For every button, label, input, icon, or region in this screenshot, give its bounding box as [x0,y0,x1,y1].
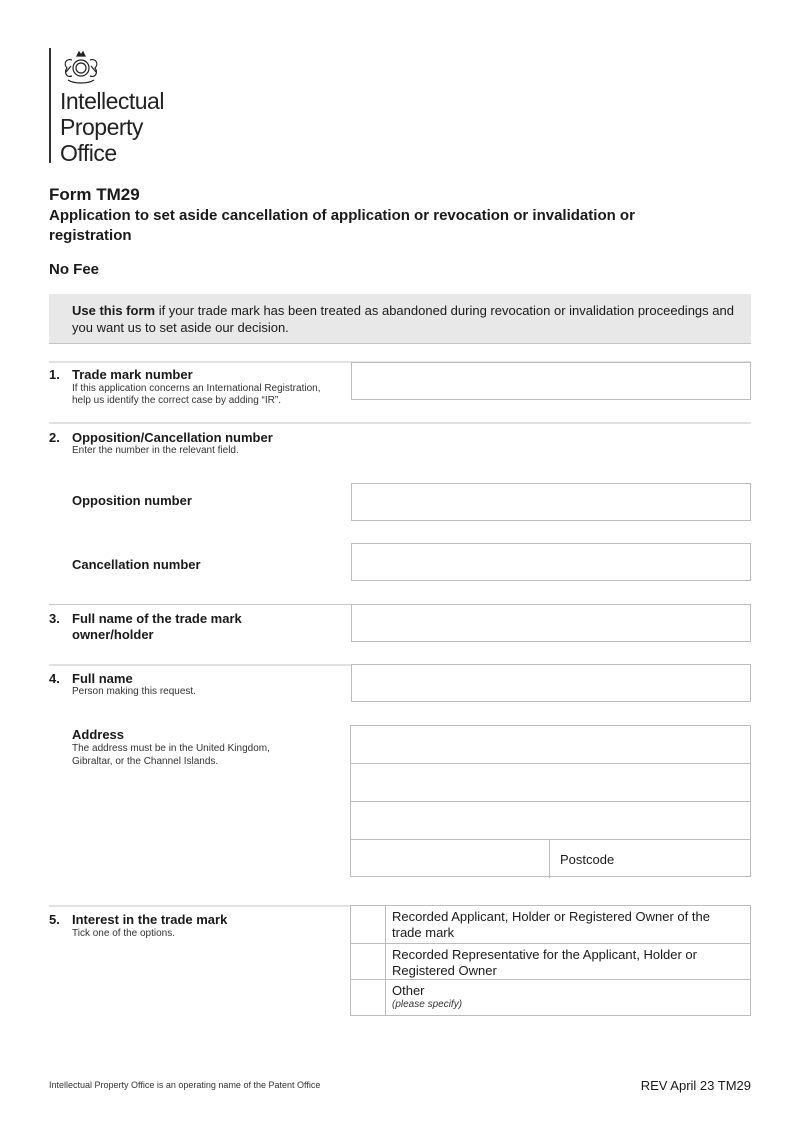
full-name-input[interactable] [351,664,751,702]
opposition-cancellation-label: Opposition/Cancellation number [72,430,273,445]
section-number: 4. [49,671,60,686]
info-box [49,294,751,344]
address-line-4-row [351,840,750,878]
opposition-cancellation-hint: Enter the number in the relevant field. [72,445,239,456]
cancellation-number-input[interactable] [351,543,751,581]
interest-option-checkbox[interactable] [351,906,386,943]
owner-name-label-2: owner/holder [72,627,154,642]
interest-option-checkbox[interactable] [351,944,386,979]
section-number: 3. [49,611,60,626]
interest-option-label: Recorded Representative for the Applicant, Holder or Registered Owner [392,947,697,978]
section-divider [49,905,351,907]
interest-option-label [392,983,742,1011]
form-subtitle: Application to set aside cancellation of application or revocation or invalidation or registration [49,207,635,244]
form-title: Form TM29 [49,185,140,204]
logo-line-1: Intellectual [60,88,164,114]
address-fields [350,725,751,877]
opposition-number-input[interactable] [351,483,751,521]
trade-mark-number-hint: If this application concerns an International Registration, [72,383,321,394]
address-line-2-input[interactable] [351,764,750,802]
interest-options [350,905,751,1016]
fee-label: No Fee [49,261,100,278]
opposition-number-label: Opposition number [72,493,192,508]
logo-line-2: Property [60,114,143,140]
cancellation-number-label: Cancellation number [72,557,201,572]
address-line-4-input[interactable] [351,840,549,878]
address-hint-2: Gibraltar, or the Channel Islands. [72,756,219,767]
section-number: 5. [49,912,60,927]
info-bold: Use this form [72,303,156,318]
logo-line-3: Office [60,140,117,166]
info-text [72,302,747,336]
section-number: 1. [49,367,60,382]
interest-option-label: Recorded Applicant, Holder or Registered Owner of the trade mark [392,909,710,940]
trade-mark-number-input[interactable] [351,362,751,400]
section-number: 2. [49,430,60,445]
interest-option-other-hint: (please specify) [392,999,463,1010]
section-divider [49,604,351,605]
trade-mark-number-label: Trade mark number [72,367,193,382]
info-rest: if your trade mark has been treated as abandoned during revocation or invalidation proceedings and you want us to set aside our decision. [72,303,734,335]
owner-name-input[interactable] [351,604,751,642]
interest-option [351,944,750,980]
owner-name-label: Full name of the trade mark [72,611,242,626]
trade-mark-number-hint-2: help us identify the correct case by adding “IR”. [72,395,281,406]
section-divider [49,422,751,424]
ipo-logo-text [60,88,164,166]
royal-coat-of-arms-icon [58,48,104,86]
interest-option-other-label: Other [392,983,425,998]
interest-option-checkbox[interactable] [351,980,386,1016]
footer-note: Intellectual Property Office is an operating name of the Patent Office [49,1080,321,1090]
address-line-3-input[interactable] [351,802,750,840]
logo-divider [49,48,51,163]
postcode-label: Postcode [560,852,615,867]
postcode-input[interactable] [549,840,751,878]
interest-label: Interest in the trade mark [72,912,228,927]
address-label: Address [72,727,125,742]
form-revision: REV April 23 TM29 [640,1078,751,1093]
full-name-label: Full name [72,671,133,686]
interest-hint: Tick one of the options. [72,928,176,939]
interest-option [351,980,750,1016]
full-name-hint: Person making this request. [72,686,196,697]
interest-option [351,906,750,944]
address-line-1-input[interactable] [351,726,750,764]
address-hint: The address must be in the United Kingdom, [72,743,270,754]
